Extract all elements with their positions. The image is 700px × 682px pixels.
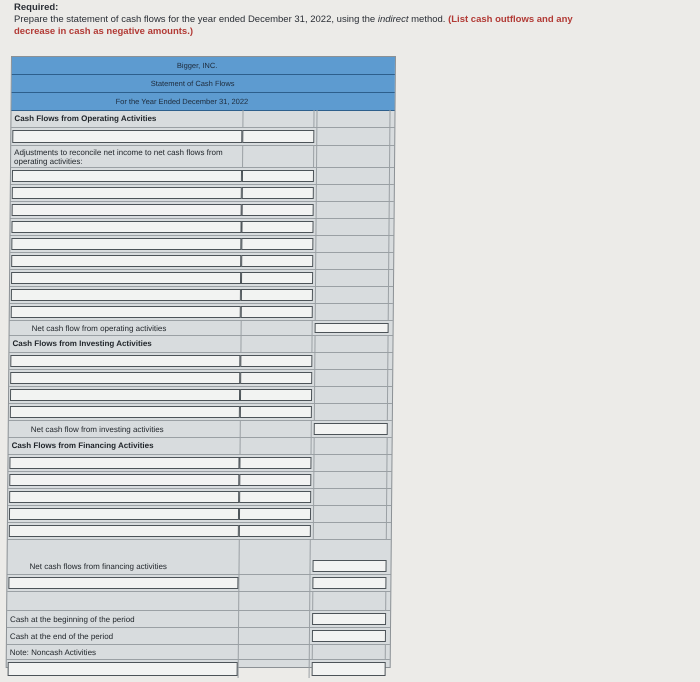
grey-cell [315,270,389,286]
net-financing-row [7,540,390,575]
investing-header-row [9,336,392,353]
grey-cell [314,387,388,403]
description-input[interactable] [9,474,239,486]
grey-cell [315,219,389,235]
grey-cell [242,110,314,127]
amount-input[interactable] [239,508,311,520]
table-row [9,404,392,421]
description-input[interactable] [12,204,242,216]
grey-cell [316,202,390,218]
amount-input[interactable] [239,457,311,469]
description-input[interactable] [9,525,239,537]
table-row [7,660,390,678]
description-input[interactable] [10,355,240,367]
table-row [8,506,391,523]
table-row [9,387,392,404]
instructions [14,2,694,38]
investing-header: Cash Flows from Investing Activities [12,339,152,348]
table-row [8,472,391,489]
instruction-note-1: (List cash outflows and any [448,14,573,25]
amount-input[interactable] [312,662,386,676]
instruction-note-2: decrease in cash as negative amounts.) [14,26,193,37]
description-input[interactable] [12,187,242,199]
table-row [7,592,390,611]
statement-period: For the Year Ended December 31, 2022 [115,97,249,106]
instruction-text [14,14,694,38]
amount-input[interactable] [241,238,313,250]
cash-beginning-label: Cash at the beginning of the period [10,615,135,624]
instruction-part-1: Prepare the statement of cash flows for the year ended December 31, 2022, using the [14,14,378,25]
amount-input[interactable] [312,577,386,589]
amount-input[interactable] [241,289,313,301]
grey-cell [313,523,387,539]
table-row [11,185,394,202]
table-row [10,270,393,287]
description-input[interactable] [10,406,240,418]
header-title-row [12,75,395,93]
amount-input[interactable] [242,187,314,199]
amount-input[interactable] [240,406,312,418]
financing-header-row [9,438,392,455]
net-financing-input[interactable] [312,560,386,572]
amount-input[interactable] [239,491,311,503]
required-heading: Required: [14,2,59,13]
net-investing-row [9,421,392,438]
noncash-note-label: Note: Noncash Activities [9,648,97,657]
description-input[interactable] [8,577,238,589]
description-input[interactable] [12,170,242,182]
description-input[interactable] [9,508,239,520]
table-row [11,128,394,146]
table-row [11,202,394,219]
amount-input[interactable] [241,221,313,233]
amount-input[interactable] [242,130,314,143]
grey-cell [313,472,387,488]
grey-cell [316,168,390,184]
grey-cell [315,236,389,252]
cash-end-row [7,628,390,645]
table-row [8,455,391,472]
grey-cell [314,353,388,369]
net-investing-label: Net cash flow from investing activities [30,425,164,434]
cash-beginning-input[interactable] [312,613,386,625]
table-row [9,353,392,370]
grey-cell [314,404,388,420]
grey-cell [316,146,390,167]
grey-cell [238,628,310,644]
grey-cell [316,110,390,127]
cash-flow-worksheet [6,56,396,668]
grey-cell [238,645,310,659]
amount-input[interactable] [240,372,312,384]
grey-cell [314,438,388,454]
grey-cell [313,489,387,505]
grey-cell [313,455,387,471]
amount-input[interactable] [240,355,312,367]
grey-cell [242,146,314,167]
description-input[interactable] [10,372,240,384]
instruction-part-2: method. [408,14,449,25]
description-input[interactable] [11,289,241,301]
description-input[interactable] [9,491,239,503]
description-input[interactable] [12,130,242,143]
table-row [9,370,392,387]
amount-input[interactable] [239,474,311,486]
amount-input[interactable] [241,272,313,284]
description-input[interactable] [8,662,238,676]
statement-title: Statement of Cash Flows [150,79,235,88]
net-operating-label: Net cash flow from operating activities [31,324,167,333]
table-row [8,489,391,506]
instruction-method: indirect [377,14,409,25]
noncash-note-row [7,645,390,660]
grey-cell [240,438,312,454]
table-row [10,253,393,270]
amount-input[interactable] [242,204,314,216]
amount-input[interactable] [240,389,312,401]
description-input[interactable] [11,238,241,250]
table-row [10,219,393,236]
cash-end-label: Cash at the end of the period [9,632,114,641]
description-input[interactable] [11,221,241,233]
grey-cell [238,592,310,610]
table-row [11,168,394,185]
grey-cell [315,304,389,320]
table-row [10,236,393,253]
grey-cell [316,128,390,145]
amount-input[interactable] [241,255,313,267]
header-company-row [12,57,395,75]
grey-cell [238,575,310,591]
operating-header-row [11,110,394,128]
company-name: Bigger, INC. [176,61,218,70]
description-input[interactable] [10,389,240,401]
grey-cell [312,645,386,659]
table-row [8,523,391,540]
grey-cell [313,506,387,522]
amount-input[interactable] [239,525,311,537]
net-financing-label: Net cash flows from financing activities [29,562,167,571]
net-investing-input[interactable] [314,423,388,435]
grey-cell [240,336,312,352]
amount-input[interactable] [242,170,314,182]
financing-header: Cash Flows from Financing Activities [11,441,154,450]
cash-beginning-row [7,611,390,628]
table-row [7,575,390,592]
grey-cell [238,611,310,627]
description-input[interactable] [11,272,241,284]
grey-cell [238,540,310,574]
grey-cell [316,185,390,201]
grey-cell [315,253,389,269]
description-input[interactable] [11,306,241,318]
description-input[interactable] [11,255,241,267]
grey-cell [312,592,386,610]
grey-cell [238,660,310,678]
grey-cell [314,336,388,352]
grey-cell [315,287,389,303]
table-row [10,287,393,304]
adjustments-label: Adjustments to reconcile net income to net cash flows from operating activities: [14,148,223,166]
table-row [10,304,393,321]
adjustments-row [11,146,394,168]
operating-header: Cash Flows from Operating Activities [14,114,157,123]
net-operating-row [10,321,393,336]
grey-cell [241,321,313,335]
header-period-row [12,93,395,111]
description-input[interactable] [9,457,239,469]
grey-cell [314,370,388,386]
amount-input[interactable] [241,306,313,318]
cash-end-input[interactable] [312,630,386,642]
net-operating-input[interactable] [315,323,389,333]
grey-cell [240,421,312,437]
